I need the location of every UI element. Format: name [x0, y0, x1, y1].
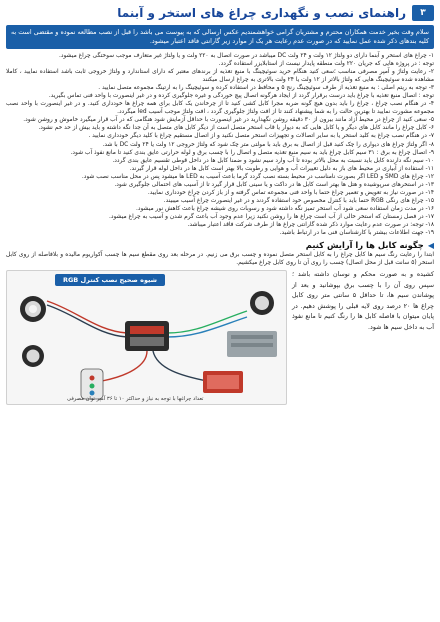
instruction-item: ۱۳- در استخرهای سرپوشیده و هتل ها بهتر است کابل ها در داکت و یا سینی کابل قرار گیرد تا از آسیب های احتمالی جلوگیری شود.: [114, 181, 434, 188]
instruction-item: ۲- رعایت ولتاژ و آمپر مصرفی مناسب ؛سعی کنید هنگام خرید سوئیچینگ با منبع تغذیه از برندهای معتبر که دارای استاندارد و ولتاژ خروجی ثابت باشد استفاده نمایید ، کاملا مشاهده شده سوئیچینگ هایی که ولتاژ بالاتر از ۱۲ ولت یا ۲۴ ولت بالاتری به چراغ ارسال میکنند: [6, 69, 434, 84]
instruction-item: ۹- اتصال چراغ به برق : ۳۱ سیم کابل چراغ باید به سیم منبع تغذیه متصل و اتصال را با چسب برق و لوله حرارتی عایق بندی کنید تا مانع نفوذ آب شود.: [70, 149, 434, 156]
diagram-header: شیوه صحیح نصب کنترل RGB: [55, 274, 165, 286]
instruction-item: ۱۵- چراغ های رنگی RGB حتما باید با کنترل مخصوص خود استفاده گردند و در غیر اینصورت چراغ آسیب میبیند.: [163, 197, 434, 204]
page-number: ۳: [412, 5, 434, 21]
instruction-item: ۱۷- در فصل زمستان که استخر خالی از آب است چراغ ها را روشن نکنید زیرا عدم وجود آب باعث گرم شدن و آسیب به چراغ میشود.: [108, 213, 434, 220]
cable-section-heading: [6, 240, 434, 250]
instruction-item: ۱۱- استفاده از آبیاری در محیط های باز به دلیل تغییرات آب و هوایی و رطوبت بالا بهتر است کابل ها در داخل لوله قرار گیرند.: [129, 165, 434, 172]
instruction-item: توجه : در پروژه هایی که جریان ۲۲۰ ولت منطقه پایدار نیست از استابلایزر استفاده گردد.: [218, 61, 434, 68]
rgb-controller-icon: [125, 321, 169, 351]
instruction-item: ۱۲- چراغ های SMD و LED اگر بصورت نامناسب در محیط بسته نصب گردد گرما باعث آسیب به LED ها میشود پس در محل مناسب نصب شود.: [81, 173, 434, 180]
instruction-list: [6, 52, 434, 237]
instruction-item: ۸- اگر ولتاژ چراغ های دیواری را چک کنید قبل از اتصال به برق باید با مولتی متر چک شود که ولتاژ خروجی ۱۲ ولت یا ۲۴ ولت DC با شد.: [102, 141, 434, 148]
page-header: [6, 4, 434, 22]
instruction-item: ۴- در هنگام نصب چراغ ، چراغ را باید بدون هیچ گونه ضربه مجرا کابل کشی کنید تا از چرخاندن یک کابل برای همه چراغ ها خودداری کنید. و در غیر اینصورت با واحد نصب مجموعه مشورت نمایید تا بهترین حالت را به شما پیشنهاد کنند تا از افت ولتاژ جلوگیری گردد ، افت ولتاژ موجب آسیب led میگردد.: [6, 101, 434, 116]
pool-light-icon: [22, 345, 44, 367]
pool-light-icon: [20, 296, 46, 322]
cable-section-side-text: کشیده و به صورت محکم و نوسان داشته باشد ؛ سپس روی آن را با چسب برق بپوشانید و بعد از پوشاندن سیم ها، تا حداقل ۵ سانتی متر روی کابل چراغ ها ۲۰ درصد روی لایه قبلی را پوشش دهیم. در پایان میتوان با فاصله کابل ها را رنگ کنیم تا مانع نفوذ آب به داخل سیم ها شود.: [292, 271, 434, 332]
instruction-item: ۱- چراغ های استخر و آبنما دارای دو ولتاژ ۱۲ ولت و ۲۴ ولت DC میباشد در صورت اتصال به ۲۲۰ ولت و یا ولتاژ غیر متعارف موجب سوختگی چراغ میشود.: [59, 53, 434, 59]
cable-section-description: ابتدا را رعایت رنگ سیم ها کابل چراغ را به کابل استخر متصل نموده و چسب برق می زنیم. در مرحله بعد روی مقطع سیم ها چسب آکواریوم مالیده و بلافاصله از روی کابل استخر (۵ سانت قبل از محل اتصال) چسب را روی آن تا روی کابل چراغ میکشیم.: [6, 252, 434, 267]
intro-notice: سلام وقت بخیر خدمت همکاران محترم و مشتریان گرامی خواهشمندیم عکس ارسالی که به پیوست می باشد را قبل از نصب مطالعه نموده و مقتضی است به کلیه بندهای ذکر شده عمل نمایید که در صورت عدم رعایت هر یک از موارد زیر گارانتی فاقد اعتبار میشود.: [6, 25, 434, 49]
cable-section-title: چگونه کابل ها را آرایش کنیم: [305, 240, 424, 251]
pool-light-icon: [250, 291, 274, 315]
instruction-item: ۶- کابل چراغ را مانند کابل های دیگر و یا کابل هایی که به دیوار یا قاب استخر متصل است از دیگر کابل های متصل به آن جدا نگه داشته و باید بیش از حد خم نشود.: [38, 125, 434, 132]
triangle-bullet-icon: ◀: [427, 240, 434, 250]
instruction-item: ۷- در هنگام نصب چراغ به کلید استخر یا به سایر اتصالات و تجهیزات استخر متصل نکنید و از اتصال مستقیم چراغ با کلید دیگر خودداری نمایید .: [88, 133, 434, 140]
instruction-item: ۳- توجه به ریتم اصلی : به منبع تغذیه از طرف سوئیچینگ رنج ۵ و محافظ در استفاده کرده و سوئیچینگ را به ارتینگ مجموعه متصل نمایید .: [98, 85, 434, 92]
remote-control-icon: [81, 369, 103, 399]
instruction-item: توجه : اتصال منبع تغذیه با چراغ باید درست برقرار گردد از ایجاد هرگونه اتصال پیچ خوردگی و غیره جلوگیری کرده و در غیر اینصورت با واحد فنی تماس بگیرید.: [48, 93, 434, 100]
junction-box-icon: [203, 371, 243, 393]
cable-section-body: [6, 270, 434, 405]
instruction-item: ۱۸- توجه: در صورت عدم رعایت موارد ذکر شده گارانتی چراغ ها از طرف شرکت فاقد اعتبار میباشد.: [187, 221, 434, 228]
wiring-illustration: [7, 271, 287, 405]
rgb-wiring-diagram: [6, 270, 287, 405]
instruction-item: ۱۴- در صورت نیاز به تعویض و تعمیر چراغ حتما با واحد فنی مجموعه تماس گرفته و از باز کردن چراغ خودداری نمایید.: [147, 189, 434, 196]
instruction-item: ۱۹- جهت اطلاعات بیشتر با کارشناسان فنی ما در ارتباط باشید.: [279, 230, 434, 237]
instruction-item: ۵- سعی کنید از چراغ در محیط آزاد مانند بیرون از ۳۰ دقیقه روشن نگهدارید در غیر اینصورت با حداقل آزمایش شود هنگامی که در آب قرار میگیرد خاموش و روشن شود.: [23, 117, 434, 124]
instruction-item: ۱۰- سیم نگه دارنده کابل باید نسبت به محل بالاتر بوده تا آب وارد سیم نشود و ضمنا کابل ها در داخل قوطی تقسیم عایق بندی گردد.: [112, 157, 434, 164]
instruction-item: ۱۶- در مدت زمان استفاده سعی شود آب استخر تمیز نگه داشته شود و رسوبات روی شیشه چراغ باعث کاهش نور میشود.: [135, 205, 434, 212]
power-supply-icon: [227, 331, 277, 357]
page-title: راهنمای نصب و نگهداری چراغ های استخر و آبنما: [117, 6, 406, 20]
diagram-caption: تعداد چراغها با توجه به نیاز و حداکثر ۱۰ تا ۳۶ آمپر توان مصرفی: [67, 396, 204, 403]
